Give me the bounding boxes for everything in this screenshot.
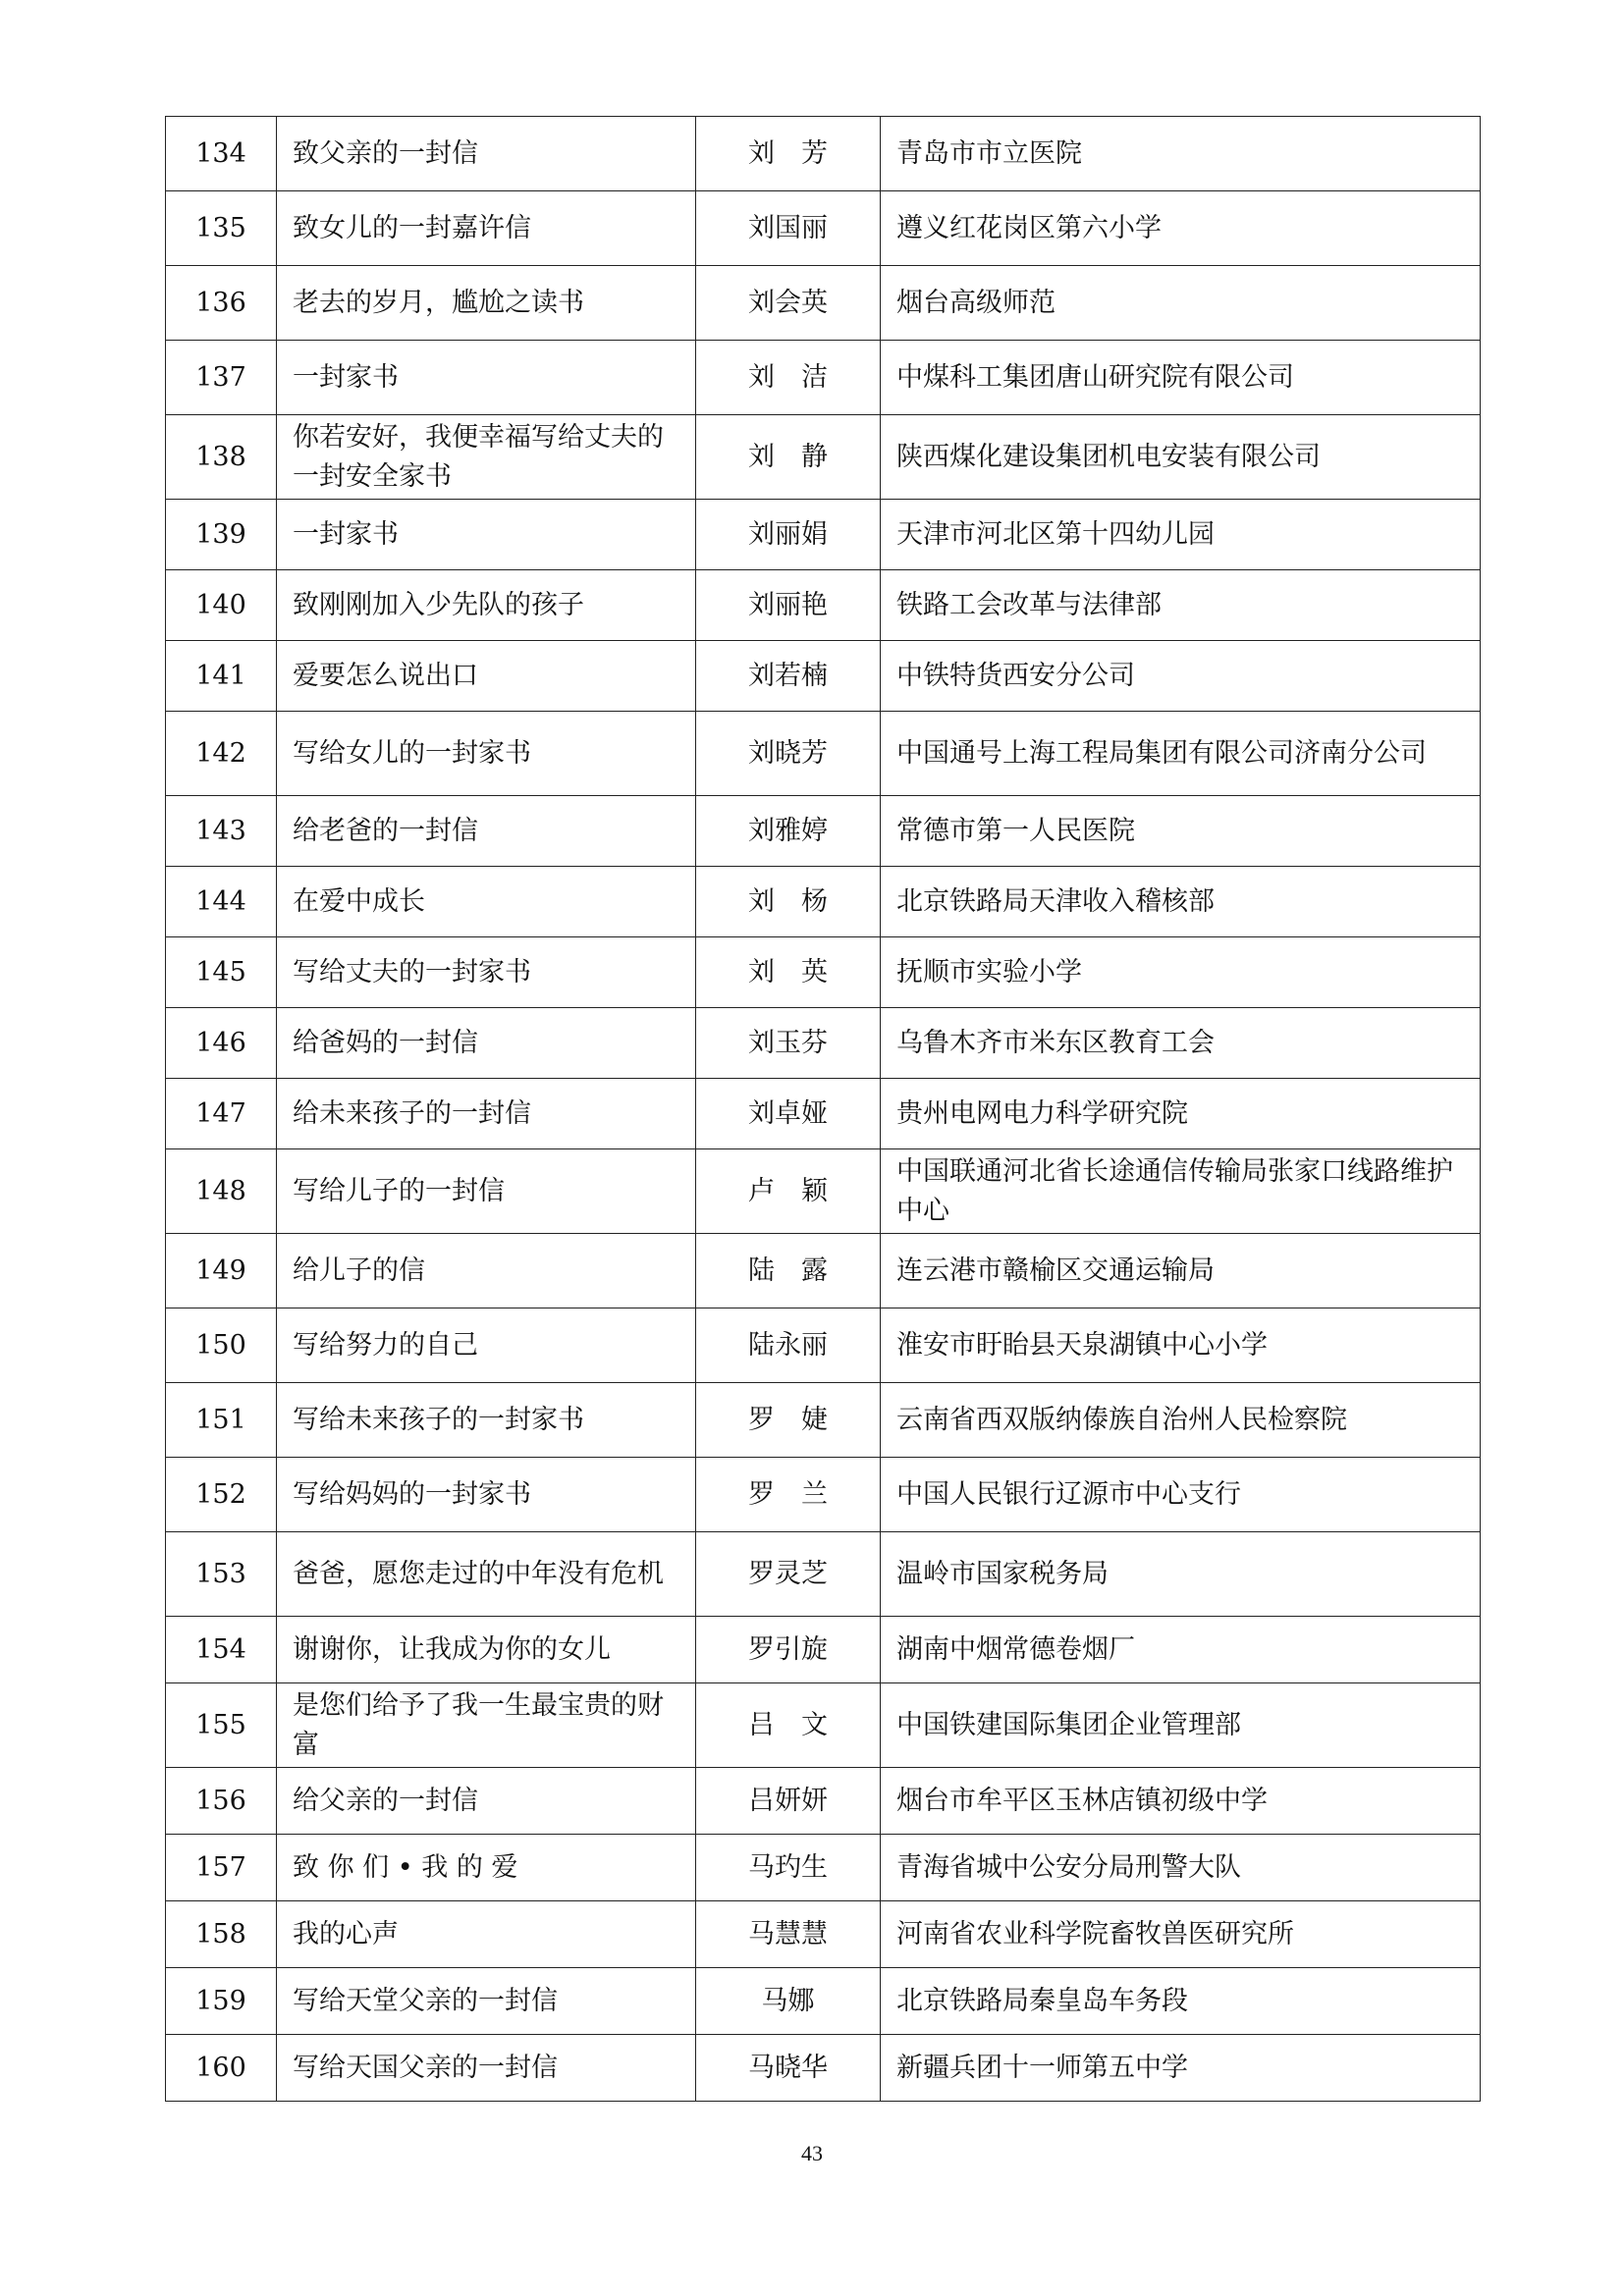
table-row xyxy=(166,1234,1481,1308)
entry-number: 158 xyxy=(166,1901,277,1968)
entry-author-text: 罗婕 xyxy=(748,1404,854,1435)
entry-author xyxy=(696,500,881,570)
entry-title: 致父亲的一封信 xyxy=(277,117,696,191)
entry-author xyxy=(696,1768,881,1835)
entry-author-text: 刘晓芳 xyxy=(748,737,828,769)
entry-number: 155 xyxy=(166,1683,277,1768)
entry-number: 154 xyxy=(166,1617,277,1683)
entry-organization: 烟台高级师范 xyxy=(881,266,1481,341)
table-row xyxy=(166,2035,1481,2102)
entry-author xyxy=(696,1383,881,1458)
entry-author-text: 陆永丽 xyxy=(748,1329,828,1361)
entry-organization: 中煤科工集团唐山研究院有限公司 xyxy=(881,341,1481,415)
entry-title: 我的心声 xyxy=(277,1901,696,1968)
entry-author-text: 刘会英 xyxy=(748,287,828,318)
entry-number: 152 xyxy=(166,1458,277,1532)
entry-title: 谢谢你，让我成为你的女儿 xyxy=(277,1617,696,1683)
entry-title: 写给未来孩子的一封家书 xyxy=(277,1383,696,1458)
entry-title: 给未来孩子的一封信 xyxy=(277,1079,696,1149)
entry-organization: 新疆兵团十一师第五中学 xyxy=(881,2035,1481,2102)
entry-number: 144 xyxy=(166,867,277,937)
entry-author xyxy=(696,1458,881,1532)
entry-title: 老去的岁月，尴尬之读书 xyxy=(277,266,696,341)
entry-author xyxy=(696,1901,881,1968)
entry-organization: 陕西煤化建设集团机电安装有限公司 xyxy=(881,415,1481,500)
entry-organization: 抚顺市实验小学 xyxy=(881,937,1481,1008)
entry-author xyxy=(696,1308,881,1383)
entry-number: 147 xyxy=(166,1079,277,1149)
table-row xyxy=(166,341,1481,415)
entry-author-text: 罗兰 xyxy=(748,1478,854,1510)
entry-author-text: 刘玉芬 xyxy=(748,1027,828,1058)
entry-author xyxy=(696,1683,881,1768)
entry-title: 爸爸，愿您走过的中年没有危机 xyxy=(277,1532,696,1617)
entry-number: 159 xyxy=(166,1968,277,2035)
table-row xyxy=(166,937,1481,1008)
entry-organization: 常德市第一人民医院 xyxy=(881,796,1481,867)
entry-author xyxy=(696,191,881,266)
entry-author xyxy=(696,937,881,1008)
table-row xyxy=(166,867,1481,937)
entry-author xyxy=(696,1968,881,2035)
entry-author xyxy=(696,712,881,796)
entry-number: 145 xyxy=(166,937,277,1008)
entry-title: 写给儿子的一封信 xyxy=(277,1149,696,1234)
entry-author xyxy=(696,1149,881,1234)
entry-organization: 中国人民银行辽源市中心支行 xyxy=(881,1458,1481,1532)
entry-author-text: 吕文 xyxy=(748,1709,854,1740)
entry-author-text: 吕妍妍 xyxy=(748,1785,828,1816)
table-row xyxy=(166,1901,1481,1968)
entry-number: 151 xyxy=(166,1383,277,1458)
entry-title: 写给天堂父亲的一封信 xyxy=(277,1968,696,2035)
entry-author-text: 马慧慧 xyxy=(748,1918,828,1949)
entry-title: 写给妈妈的一封家书 xyxy=(277,1458,696,1532)
entry-organization: 连云港市赣榆区交通运输局 xyxy=(881,1234,1481,1308)
entry-author xyxy=(696,266,881,341)
entry-title: 写给天国父亲的一封信 xyxy=(277,2035,696,2102)
entry-organization: 天津市河北区第十四幼儿园 xyxy=(881,500,1481,570)
entry-author-text: 罗灵芝 xyxy=(748,1558,828,1589)
entry-organization: 温岭市国家税务局 xyxy=(881,1532,1481,1617)
table-row xyxy=(166,500,1481,570)
entry-number: 143 xyxy=(166,796,277,867)
entry-organization: 中国通号上海工程局集团有限公司济南分公司 xyxy=(881,712,1481,796)
entry-author xyxy=(696,1617,881,1683)
entry-title: 给老爸的一封信 xyxy=(277,796,696,867)
table-row xyxy=(166,1458,1481,1532)
entry-organization: 河南省农业科学院畜牧兽医研究所 xyxy=(881,1901,1481,1968)
entry-author-text: 刘静 xyxy=(748,441,854,472)
entry-number: 135 xyxy=(166,191,277,266)
entry-author-text: 罗引旋 xyxy=(748,1633,828,1665)
entry-organization: 中铁特货西安分公司 xyxy=(881,641,1481,712)
table-row xyxy=(166,570,1481,641)
table-row xyxy=(166,1079,1481,1149)
entry-author-text: 刘丽艳 xyxy=(748,589,828,620)
entry-number: 140 xyxy=(166,570,277,641)
entry-author xyxy=(696,341,881,415)
entry-number: 157 xyxy=(166,1835,277,1901)
entries-table-body xyxy=(166,117,1481,2102)
entry-title: 致女儿的一封嘉许信 xyxy=(277,191,696,266)
entry-number: 160 xyxy=(166,2035,277,2102)
entry-number: 141 xyxy=(166,641,277,712)
entry-organization: 遵义红花岗区第六小学 xyxy=(881,191,1481,266)
table-row xyxy=(166,117,1481,191)
entry-organization: 贵州电网电力科学研究院 xyxy=(881,1079,1481,1149)
table-row xyxy=(166,796,1481,867)
table-row xyxy=(166,266,1481,341)
entry-author xyxy=(696,415,881,500)
entries-table xyxy=(165,116,1481,2102)
entry-author-text: 马玓生 xyxy=(748,1851,828,1883)
entry-number: 138 xyxy=(166,415,277,500)
entry-organization: 中国联通河北省长途通信传输局张家口线路维护中心 xyxy=(881,1149,1481,1234)
entry-author xyxy=(696,2035,881,2102)
entry-author xyxy=(696,1532,881,1617)
entry-author xyxy=(696,1079,881,1149)
entry-title: 爱要怎么说出口 xyxy=(277,641,696,712)
entry-number: 148 xyxy=(166,1149,277,1234)
entry-author xyxy=(696,1835,881,1901)
entry-author-text: 刘芳 xyxy=(748,137,854,169)
entry-author xyxy=(696,117,881,191)
entry-author xyxy=(696,570,881,641)
entry-number: 134 xyxy=(166,117,277,191)
entry-author xyxy=(696,1234,881,1308)
entry-author-text: 刘英 xyxy=(748,956,854,988)
entry-organization: 中国铁建国际集团企业管理部 xyxy=(881,1683,1481,1768)
entry-organization: 湖南中烟常德卷烟厂 xyxy=(881,1617,1481,1683)
table-row xyxy=(166,415,1481,500)
entry-author-text: 刘洁 xyxy=(748,361,854,393)
table-row xyxy=(166,1149,1481,1234)
entry-author-text: 刘杨 xyxy=(748,885,854,917)
entry-author xyxy=(696,1008,881,1079)
entry-organization: 北京铁路局秦皇岛车务段 xyxy=(881,1968,1481,2035)
entry-organization: 青海省城中公安分局刑警大队 xyxy=(881,1835,1481,1901)
entry-organization: 北京铁路局天津收入稽核部 xyxy=(881,867,1481,937)
entry-title: 给父亲的一封信 xyxy=(277,1768,696,1835)
entry-title: 给儿子的信 xyxy=(277,1234,696,1308)
entry-author-text: 陆露 xyxy=(748,1255,854,1286)
entry-title: 一封家书 xyxy=(277,500,696,570)
entry-author xyxy=(696,867,881,937)
entry-author xyxy=(696,641,881,712)
entry-number: 139 xyxy=(166,500,277,570)
entry-organization: 乌鲁木齐市米东区教育工会 xyxy=(881,1008,1481,1079)
table-row xyxy=(166,1532,1481,1617)
table-row xyxy=(166,1617,1481,1683)
entry-author-text: 卢颖 xyxy=(748,1175,854,1206)
entry-title: 给爸妈的一封信 xyxy=(277,1008,696,1079)
entry-author-text: 刘国丽 xyxy=(748,212,828,243)
entry-number: 137 xyxy=(166,341,277,415)
entry-organization: 淮安市盱眙县天泉湖镇中心小学 xyxy=(881,1308,1481,1383)
entry-title: 写给努力的自己 xyxy=(277,1308,696,1383)
entry-number: 142 xyxy=(166,712,277,796)
entry-title: 写给女儿的一封家书 xyxy=(277,712,696,796)
entry-number: 156 xyxy=(166,1768,277,1835)
table-row xyxy=(166,1968,1481,2035)
table-row xyxy=(166,1683,1481,1768)
entry-number: 150 xyxy=(166,1308,277,1383)
entry-title: 是您们给予了我一生最宝贵的财富 xyxy=(277,1683,696,1768)
entry-author-text: 刘若楠 xyxy=(748,660,828,691)
entry-organization: 云南省西双版纳傣族自治州人民检察院 xyxy=(881,1383,1481,1458)
table-row xyxy=(166,191,1481,266)
page-number: 43 xyxy=(801,2141,823,2165)
table-row xyxy=(166,1308,1481,1383)
entry-number: 146 xyxy=(166,1008,277,1079)
entry-author xyxy=(696,796,881,867)
entry-title: 写给丈夫的一封家书 xyxy=(277,937,696,1008)
entry-title: 一封家书 xyxy=(277,341,696,415)
entry-organization: 烟台市牟平区玉林店镇初级中学 xyxy=(881,1768,1481,1835)
table-row xyxy=(166,1835,1481,1901)
entry-author-text: 刘卓娅 xyxy=(748,1097,828,1129)
table-row xyxy=(166,1768,1481,1835)
entry-author-text: 马晓华 xyxy=(748,2052,828,2083)
entry-author-text: 刘雅婷 xyxy=(748,815,828,846)
entry-number: 153 xyxy=(166,1532,277,1617)
entry-title: 你若安好，我便幸福写给丈夫的一封安全家书 xyxy=(277,415,696,500)
entry-author-text: 刘丽娟 xyxy=(748,518,828,550)
entry-title: 致 你 们 • 我 的 爱 xyxy=(277,1835,696,1901)
entry-title: 致刚刚加入少先队的孩子 xyxy=(277,570,696,641)
table-row xyxy=(166,641,1481,712)
table-row xyxy=(166,1008,1481,1079)
entry-number: 149 xyxy=(166,1234,277,1308)
entry-organization: 青岛市市立医院 xyxy=(881,117,1481,191)
table-row xyxy=(166,1383,1481,1458)
entry-author-text: 马娜 xyxy=(761,1985,815,2016)
entry-organization: 铁路工会改革与法律部 xyxy=(881,570,1481,641)
entry-number: 136 xyxy=(166,266,277,341)
entry-title: 在爱中成长 xyxy=(277,867,696,937)
table-row xyxy=(166,712,1481,796)
